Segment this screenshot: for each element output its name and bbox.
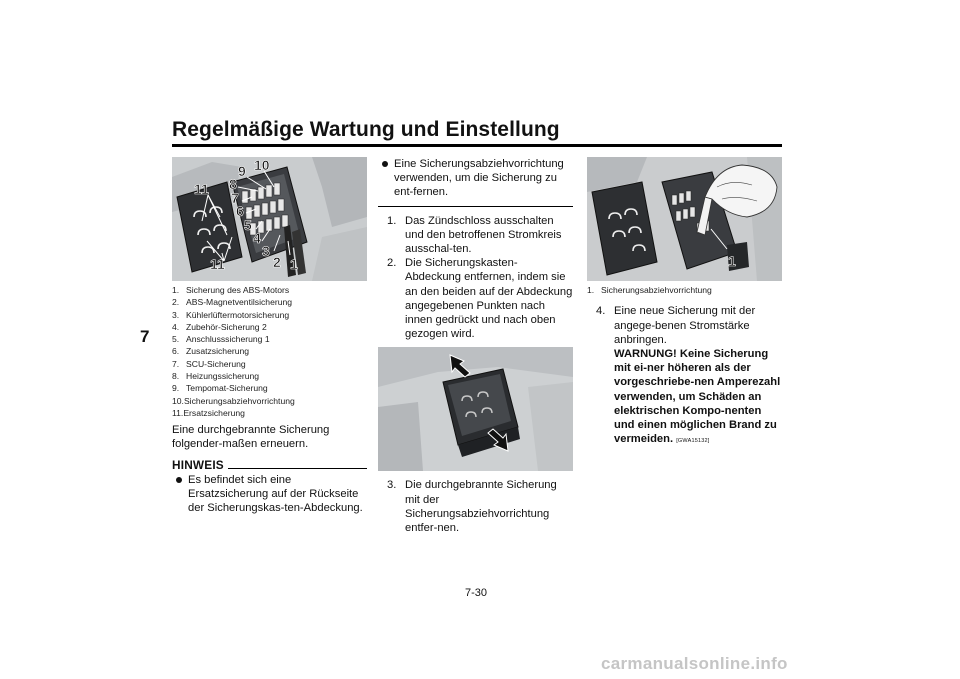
fuse-puller-figure <box>587 157 782 281</box>
chapter-tab <box>134 157 163 657</box>
callout-2: 2 <box>273 254 281 270</box>
figure-legend <box>172 284 367 419</box>
hinweis-heading <box>172 458 367 472</box>
watermark: carmanualsonline.info <box>601 654 788 673</box>
legend-item: 3. Kühlerlüftermotorsicherung <box>172 309 290 320</box>
fuse-box-figure <box>172 157 367 281</box>
column-1 <box>172 157 367 515</box>
step-2: 2. Die Sicherungskasten-Abdeckung entfernen, indem sie an den beiden auf der Abdeckung angegebenen Punkten nach innen gedrückt und nach oben gezogen wird. <box>387 257 573 341</box>
column-3 <box>587 157 782 448</box>
callout-3: 3 <box>262 243 270 259</box>
legend-item: 2. ABS-Magnetventilsicherung <box>172 297 293 308</box>
callout-1: 1 <box>728 253 736 269</box>
hinweis-title: HINWEIS <box>172 457 224 472</box>
note-bullet: Eine Sicherungsabziehvorrichtung verwenden, um die Sicherung zu ent-fernen. <box>378 157 573 200</box>
callout-6: 6 <box>236 203 244 219</box>
legend-item: 5. Anschlusssicherung 1 <box>172 334 270 345</box>
callout-7: 7 <box>231 190 239 206</box>
warning-text: WARNUNG! Keine Sicherung mit ei-ner höheren als der vorgeschriebe-nen Amperezahl verwenden, um Schäden an elektrischen Kompo-nenten und einen möglichen Brand zu vermeiden. <box>614 347 781 446</box>
hinweis-rule <box>228 468 367 469</box>
callout-1: 1 <box>290 256 298 272</box>
intro-paragraph: Eine durchgebrannte Sicherung folgender-maßen erneuern. <box>172 424 330 451</box>
legend-item: 8. Heizungssicherung <box>172 371 260 382</box>
column-2 <box>378 157 573 535</box>
step-4: 4. Eine neue Sicherung mit der angege-benen Stromstärke anbringen. WARNUNG! Keine Sicherung mit ei-ner höheren als der vorgeschriebe-nen Amperezahl verwenden, um Schäden an elektrischen Kompo-nenten und einen möglichen Brand zu vermeiden. [GWA15132] <box>596 305 781 446</box>
callout-4: 4 <box>253 230 261 246</box>
cover-removal-figure <box>378 347 573 471</box>
page-number: 7-30 <box>465 587 488 599</box>
note-end-rule <box>378 206 573 207</box>
header-rule <box>172 144 782 147</box>
legend-item: 9. Tempomat-Sicherung <box>172 383 268 394</box>
bullet-icon <box>172 473 188 516</box>
legend-item: 7. SCU-Sicherung <box>172 358 246 369</box>
legend-item: 1. Sicherung des ABS-Motors <box>172 285 290 295</box>
callout-8: 8 <box>229 176 237 192</box>
legend-item: 10. Sicherungsabziehvorrichtung <box>172 395 295 406</box>
legend-item: 6. Zusatzsicherung <box>172 346 250 357</box>
cover-removal-illustration <box>378 347 573 471</box>
callout-10: 10 <box>254 157 270 173</box>
warning-code: [GWA15132] <box>676 438 710 445</box>
callout-9: 9 <box>238 163 246 179</box>
chapter-number: 7 <box>140 327 150 346</box>
legend-item: 11. Ersatzsicherung <box>172 407 245 418</box>
step-1: 1. Das Zündschloss ausschalten und den betroffenen Stromkreis ausschal-ten. <box>387 214 562 256</box>
legend-item: 4. Zubehör-Sicherung 2 <box>172 321 267 332</box>
legend-item: 1. Sicherungsabziehvorrichtung <box>587 285 712 295</box>
step-3: 3. Die durchgebrannte Sicherung mit der Sicherungsabziehvorrichtung entfer-nen. <box>387 479 557 535</box>
callout-5: 5 <box>244 217 252 233</box>
callout-11-bottom: 11 <box>210 256 225 272</box>
figure-legend <box>587 284 782 296</box>
fuse-puller-illustration <box>587 157 782 281</box>
page-title: Regelmäßige Wartung und Einstellung <box>172 118 560 141</box>
callout-11-top: 11 <box>194 181 209 197</box>
fuse-box-illustration <box>172 157 367 281</box>
bullet-icon <box>378 157 394 200</box>
hinweis-bullet: Es befindet sich eine Ersatzsicherung auf der Rückseite der Sicherungskas-ten-Abdeckung. <box>172 473 367 516</box>
